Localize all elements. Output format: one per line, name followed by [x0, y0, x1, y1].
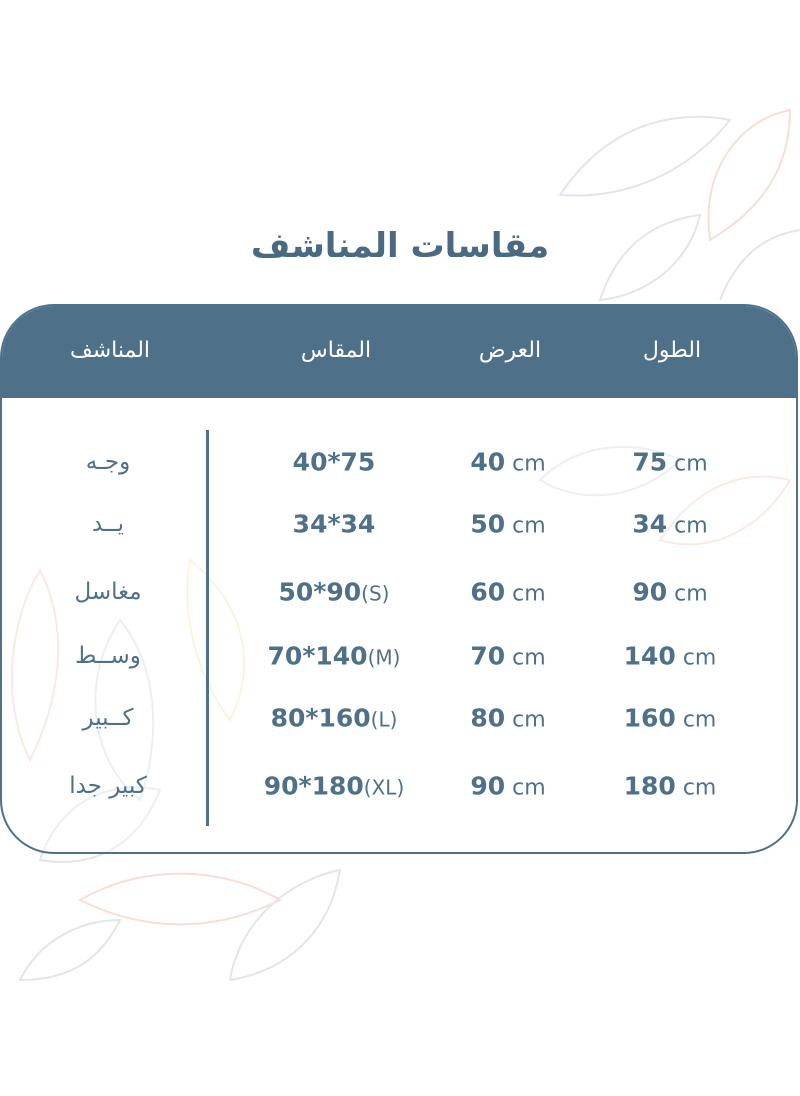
- size-cell: [268, 642, 401, 671]
- length-unit: cm: [675, 645, 717, 671]
- width-value: 80: [470, 703, 506, 733]
- length-unit: cm: [675, 707, 717, 733]
- size-cell: [293, 448, 376, 477]
- width-unit: cm: [505, 775, 546, 801]
- length-value: 34: [632, 509, 668, 539]
- length-cell: [632, 448, 707, 477]
- size-dimensions: 80*160: [270, 703, 371, 733]
- length-value: 90: [632, 577, 668, 607]
- length-cell: [632, 510, 707, 539]
- width-cell: [470, 510, 545, 539]
- towel-type-cell: وســط: [75, 643, 141, 669]
- header-length: الطول: [642, 338, 702, 363]
- size-cell: [293, 510, 376, 539]
- width-cell: [470, 448, 545, 477]
- size-dimensions: 70*140: [267, 641, 368, 671]
- header-width: العرض: [478, 338, 542, 363]
- length-value: 140: [623, 641, 676, 671]
- size-dimensions: 90*180: [263, 771, 364, 801]
- width-cell: [470, 642, 545, 671]
- length-value: 180: [623, 771, 676, 801]
- size-dimensions: 34*34: [292, 509, 376, 539]
- towel-type-cell: مغاسل: [74, 579, 142, 605]
- size-code: (XL): [363, 775, 405, 800]
- towel-type-cell: يــد: [92, 511, 124, 537]
- towel-type-cell: كــبير: [82, 705, 134, 731]
- length-unit: cm: [675, 775, 717, 801]
- length-cell: [624, 772, 717, 801]
- width-unit: cm: [505, 645, 546, 671]
- width-value: 70: [470, 641, 506, 671]
- size-code: (M): [367, 645, 401, 670]
- width-unit: cm: [505, 451, 546, 477]
- width-unit: cm: [505, 581, 546, 607]
- header-size: المقاس: [300, 338, 372, 363]
- size-dimensions: 40*75: [292, 447, 376, 477]
- size-cell: [279, 578, 390, 607]
- column-divider: [206, 430, 209, 826]
- page-title: مقاسات المناشف: [250, 226, 550, 266]
- length-cell: [632, 578, 707, 607]
- towel-type-cell: وجـه: [85, 449, 131, 475]
- width-unit: cm: [505, 513, 546, 539]
- header-towels: المناشف: [69, 338, 151, 363]
- length-value: 75: [632, 447, 668, 477]
- width-cell: [470, 772, 545, 801]
- length-unit: cm: [667, 513, 708, 539]
- width-value: 90: [470, 771, 506, 801]
- size-code: (L): [370, 707, 398, 732]
- length-cell: [624, 704, 717, 733]
- size-cell: [264, 772, 405, 801]
- size-code: (S): [361, 581, 390, 606]
- length-unit: cm: [667, 581, 708, 607]
- width-value: 50: [470, 509, 506, 539]
- length-cell: [624, 642, 717, 671]
- length-value: 160: [623, 703, 676, 733]
- length-unit: cm: [667, 451, 708, 477]
- size-cell: [271, 704, 398, 733]
- width-cell: [470, 578, 545, 607]
- width-cell: [470, 704, 545, 733]
- width-value: 60: [470, 577, 506, 607]
- table-header: [2, 306, 796, 398]
- width-unit: cm: [505, 707, 546, 733]
- width-value: 40: [470, 447, 506, 477]
- towel-type-cell: كبير جدا: [69, 773, 147, 799]
- size-dimensions: 50*90: [278, 577, 362, 607]
